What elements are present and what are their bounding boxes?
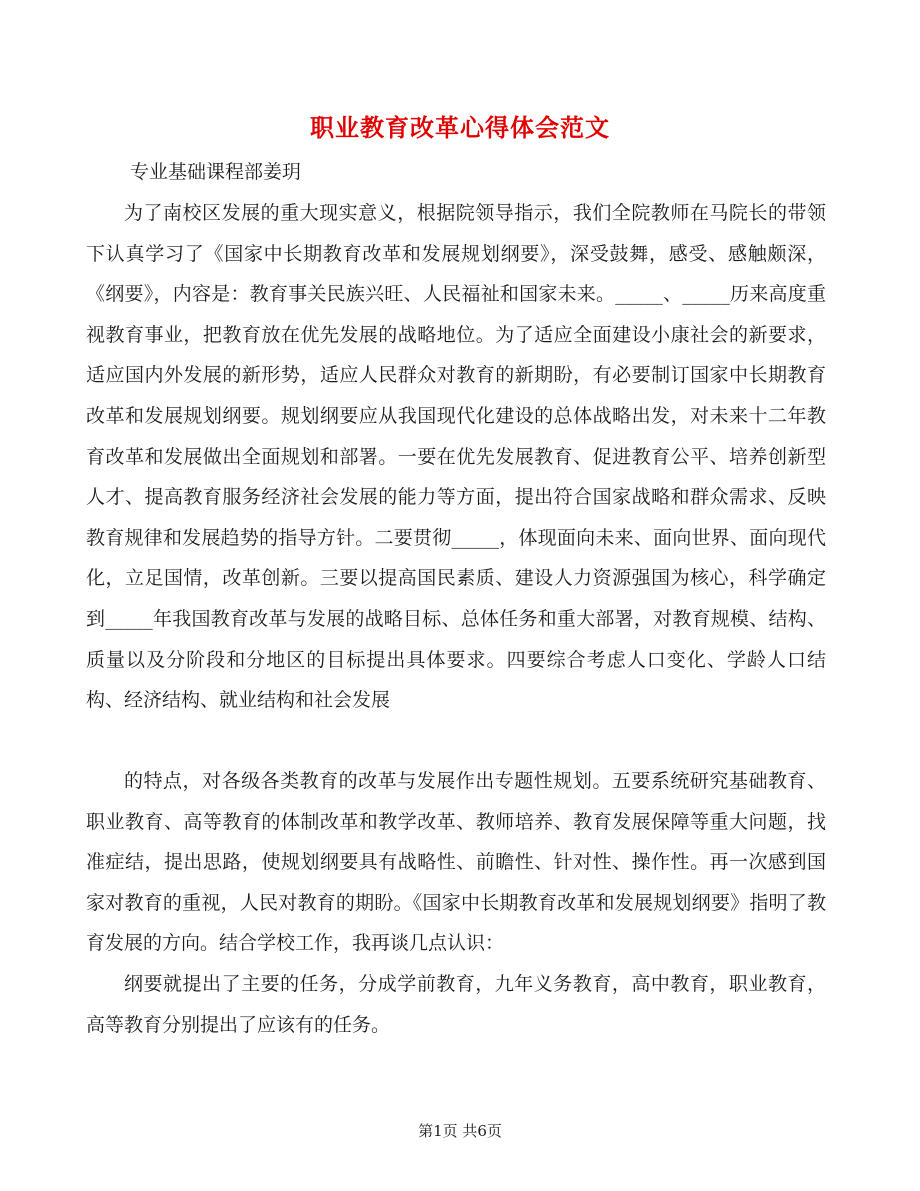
author-line: 专业基础课程部姜玥	[130, 161, 302, 183]
document-title: 职业教育改革心得体会范文	[310, 113, 610, 142]
paragraph-2: 的特点，对各级各类教育的改革与发展作出专题性规划。五要系统研究基础教育、职业教育、高等教育的体制改革和教学改革、教师培养、教育发展保障等重大问题，找准症结，提出思路，使规划纲要具有战略性、前瞻性、针对性、操作性。再一次感到国家对教育的重视，人民对教育的期盼。《国家中长期教育改革和发展规划纲要》指明了教育发展的方向。结合学校工作，我再谈几点认识：	[86, 770, 826, 955]
page-number-footer: 第1页 共6页	[418, 1122, 502, 1140]
paragraph-3: 纲要就提出了主要的任务，分成学前教育，九年义务教育，高中教育，职业教育，高等教育分别提出了应该有的任务。	[86, 973, 826, 1036]
paragraph-1: 为了南校区发展的重大现实意义，根据院领导指示，我们全院教师在马院长的带领下认真学习了《国家中长期教育改革和发展规划纲要》，深受鼓舞，感受、感触颇深，《纲要》，内容是：教育事关民族兴旺、人民福祉和国家未来。_____、_____历来高度重视教育事业，把教育放在优先发展的战略地位。为了适应全面建设小康社会的新要求，适应国内外发展的新形势，适应人民群众对教育的新期盼，有必要制订国家中长期教育改革和发展规划纲要。规划纲要应从我国现代化建设的总体战略出发，对未来十二年教育改革和发展做出全面规划和部署。一要在优先发展教育、促进教育公平、培养创新型人才、提高教育服务经济社会发展的能力等方面，提出符合国家战略和群众需求、反映教育规律和发展趋势的指导方针。二要贯彻_____，体现面向未来、面向世界、面向现代化，立足国情，改革创新。三要以提高国民素质、建设人力资源强国为核心，科学确定到_____年我国教育改革与发展的战略目标、总体任务和重大部署，对教育规模、结构、质量以及分阶段和分地区的目标提出具体要求。四要综合考虑人口变化、学龄人口结构、经济结构、就业结构和社会发展	[86, 202, 826, 712]
